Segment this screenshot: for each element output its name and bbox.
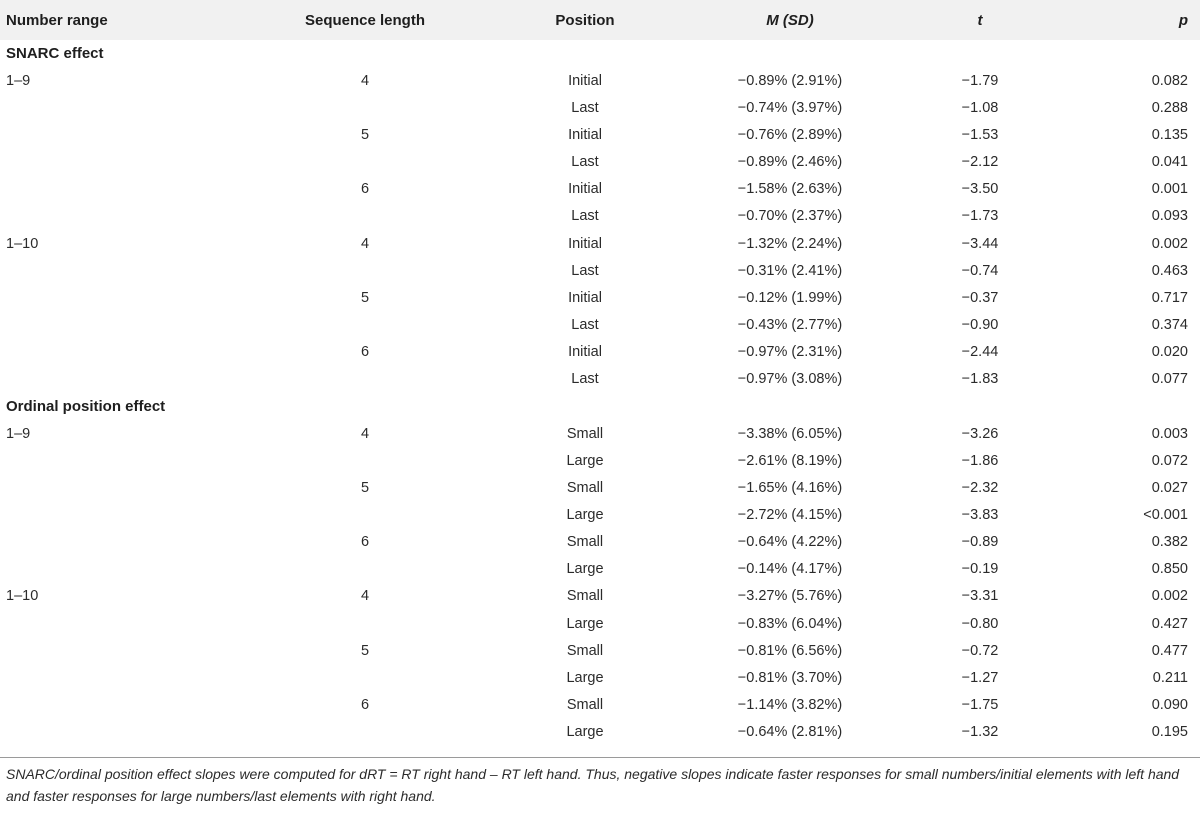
section-header-row xyxy=(0,393,1200,420)
cell-t: −1.75 xyxy=(961,696,999,713)
cell-number-range: 1–9 xyxy=(6,72,31,89)
table-row xyxy=(0,67,1200,94)
cell-t: −1.83 xyxy=(961,371,999,388)
cell-position: Small xyxy=(566,534,604,551)
cell-t: −1.32 xyxy=(961,724,999,741)
cell-m-sd: −0.81% (6.56%) xyxy=(737,642,843,659)
cell-number-range xyxy=(0,637,250,664)
cell-position: Initial xyxy=(568,72,602,89)
cell-position: Last xyxy=(571,371,599,388)
cell-number-range xyxy=(0,474,250,501)
cell-position: Large xyxy=(566,452,604,469)
cell-position: Initial xyxy=(568,126,602,143)
table-row xyxy=(0,121,1200,148)
cell-position: Small xyxy=(566,588,604,605)
cell-t: −2.44 xyxy=(961,344,999,361)
cell-m-sd: −0.83% (6.04%) xyxy=(737,615,843,632)
table-row xyxy=(0,610,1200,637)
cell-number-range xyxy=(0,284,250,311)
section-title: Ordinal position effect xyxy=(6,397,166,415)
cell-number-range xyxy=(0,94,250,121)
cell-sequence-length: 4 xyxy=(360,588,370,605)
cell-p: 0.077 xyxy=(1151,371,1188,388)
cell-number-range xyxy=(0,366,250,393)
cell-number-range xyxy=(0,176,250,203)
cell-p: 0.463 xyxy=(1151,262,1188,279)
table-body xyxy=(0,40,1200,746)
cell-sequence-length xyxy=(250,94,480,121)
cell-number-range xyxy=(0,121,250,148)
cell-number-range xyxy=(0,501,250,528)
cell-m-sd: −0.89% (2.91%) xyxy=(737,72,843,89)
cell-t: −0.19 xyxy=(961,561,999,578)
cell-position: Last xyxy=(571,208,599,225)
table-row xyxy=(0,691,1200,718)
cell-position: Large xyxy=(566,506,604,523)
cell-t: −0.89 xyxy=(961,534,999,551)
cell-m-sd: −1.32% (2.24%) xyxy=(737,235,843,252)
cell-t: −1.27 xyxy=(961,669,999,686)
cell-position: Large xyxy=(566,724,604,741)
cell-sequence-length xyxy=(250,556,480,583)
cell-p: 0.072 xyxy=(1151,452,1188,469)
table-row xyxy=(0,501,1200,528)
cell-p: 0.041 xyxy=(1151,154,1188,171)
header-row xyxy=(0,0,1200,40)
cell-m-sd: −1.65% (4.16%) xyxy=(737,479,843,496)
table-row xyxy=(0,176,1200,203)
cell-p: 0.374 xyxy=(1151,316,1188,333)
cell-t: −1.79 xyxy=(961,72,999,89)
cell-sequence-length: 5 xyxy=(360,289,370,306)
cell-sequence-length xyxy=(250,366,480,393)
cell-sequence-length xyxy=(250,149,480,176)
cell-m-sd: −0.12% (1.99%) xyxy=(737,289,843,306)
cell-p: 0.093 xyxy=(1151,208,1188,225)
table-row xyxy=(0,149,1200,176)
cell-sequence-length xyxy=(250,610,480,637)
cell-m-sd: −0.64% (2.81%) xyxy=(737,724,843,741)
cell-t: −0.72 xyxy=(961,642,999,659)
cell-number-range xyxy=(0,691,250,718)
cell-number-range: 1–10 xyxy=(6,235,39,252)
cell-sequence-length xyxy=(250,257,480,284)
cell-m-sd: −0.14% (4.17%) xyxy=(737,561,843,578)
cell-position: Last xyxy=(571,99,599,116)
cell-number-range xyxy=(0,311,250,338)
cell-p: 0.195 xyxy=(1151,724,1188,741)
cell-position: Last xyxy=(571,262,599,279)
header-t: t xyxy=(977,11,983,29)
cell-sequence-length: 6 xyxy=(360,344,370,361)
cell-t: −0.80 xyxy=(961,615,999,632)
cell-p: 0.027 xyxy=(1151,479,1188,496)
cell-position: Initial xyxy=(568,181,602,198)
cell-m-sd: −1.58% (2.63%) xyxy=(737,181,843,198)
cell-m-sd: −0.76% (2.89%) xyxy=(737,126,843,143)
cell-number-range xyxy=(0,719,250,746)
cell-m-sd: −0.31% (2.41%) xyxy=(737,262,843,279)
table-row xyxy=(0,474,1200,501)
cell-t: −3.31 xyxy=(961,588,999,605)
table-row xyxy=(0,339,1200,366)
cell-p: 0.082 xyxy=(1151,72,1188,89)
cell-p: 0.850 xyxy=(1151,561,1188,578)
cell-sequence-length: 4 xyxy=(360,72,370,89)
header-m-sd: M (SD) xyxy=(766,11,814,29)
header-number-range: Number range xyxy=(6,11,108,29)
table-row xyxy=(0,203,1200,230)
cell-position: Initial xyxy=(568,235,602,252)
cell-p: 0.090 xyxy=(1151,696,1188,713)
table-row xyxy=(0,637,1200,664)
table-row xyxy=(0,556,1200,583)
cell-sequence-length xyxy=(250,664,480,691)
cell-t: −3.26 xyxy=(961,425,999,442)
cell-number-range xyxy=(0,610,250,637)
cell-p: <0.001 xyxy=(1143,506,1188,523)
table-row xyxy=(0,230,1200,257)
cell-m-sd: −2.61% (8.19%) xyxy=(737,452,843,469)
cell-m-sd: −0.64% (4.22%) xyxy=(737,534,843,551)
cell-m-sd: −0.97% (3.08%) xyxy=(737,371,843,388)
cell-p: 0.717 xyxy=(1151,289,1188,306)
header-sequence-length: Sequence length xyxy=(304,11,426,29)
cell-position: Small xyxy=(566,696,604,713)
cell-sequence-length: 5 xyxy=(360,479,370,496)
table-row xyxy=(0,420,1200,447)
cell-position: Large xyxy=(566,615,604,632)
cell-t: −0.90 xyxy=(961,316,999,333)
cell-sequence-length: 4 xyxy=(360,425,370,442)
cell-number-range xyxy=(0,447,250,474)
cell-t: −2.32 xyxy=(961,479,999,496)
table-row xyxy=(0,257,1200,284)
cell-p: 0.211 xyxy=(1152,669,1188,686)
cell-p: 0.288 xyxy=(1151,99,1188,116)
cell-sequence-length: 4 xyxy=(360,235,370,252)
cell-position: Initial xyxy=(568,344,602,361)
cell-number-range: 1–10 xyxy=(6,588,39,605)
cell-position: Small xyxy=(566,425,604,442)
table-row xyxy=(0,311,1200,338)
table-footnote: SNARC/ordinal position effect slopes were computed for dRT = RT right hand – RT left hand. Thus, negative slopes indicate faster responses for small numbers/initial elements with left hand and faster responses for large numbers/last elements with right hand. xyxy=(6,766,1180,804)
table-row xyxy=(0,583,1200,610)
cell-sequence-length: 6 xyxy=(360,534,370,551)
cell-position: Last xyxy=(571,316,599,333)
cell-position: Small xyxy=(566,642,604,659)
section-title: SNARC effect xyxy=(6,45,104,63)
cell-number-range xyxy=(0,257,250,284)
table-row xyxy=(0,529,1200,556)
cell-p: 0.382 xyxy=(1151,534,1188,551)
cell-position: Last xyxy=(571,154,599,171)
cell-p: 0.003 xyxy=(1151,425,1188,442)
cell-m-sd: −0.43% (2.77%) xyxy=(737,316,843,333)
cell-t: −3.83 xyxy=(961,506,999,523)
cell-m-sd: −3.27% (5.76%) xyxy=(737,588,843,605)
cell-number-range xyxy=(0,149,250,176)
table-row xyxy=(0,719,1200,746)
cell-m-sd: −2.72% (4.15%) xyxy=(737,506,843,523)
cell-sequence-length xyxy=(250,447,480,474)
cell-sequence-length: 5 xyxy=(360,126,370,143)
cell-m-sd: −0.81% (3.70%) xyxy=(737,669,843,686)
cell-sequence-length xyxy=(250,203,480,230)
cell-p: 0.427 xyxy=(1151,615,1188,632)
cell-sequence-length: 5 xyxy=(360,642,370,659)
header-position: Position xyxy=(555,11,615,29)
table-row xyxy=(0,94,1200,121)
cell-m-sd: −3.38% (6.05%) xyxy=(737,425,843,442)
cell-p: 0.001 xyxy=(1151,181,1188,198)
cell-number-range xyxy=(0,529,250,556)
cell-m-sd: −0.89% (2.46%) xyxy=(737,154,843,171)
cell-t: −3.50 xyxy=(961,181,999,198)
cell-p: 0.135 xyxy=(1151,126,1188,143)
cell-m-sd: −0.97% (2.31%) xyxy=(737,344,843,361)
cell-number-range xyxy=(0,203,250,230)
cell-number-range: 1–9 xyxy=(6,425,31,442)
section-header-row xyxy=(0,40,1200,67)
cell-number-range xyxy=(0,339,250,366)
bottom-rule xyxy=(0,757,1200,758)
cell-t: −1.86 xyxy=(961,452,999,469)
cell-t: −1.73 xyxy=(961,208,999,225)
cell-t: −0.74 xyxy=(961,262,999,279)
header-p: p xyxy=(1178,11,1188,29)
cell-number-range xyxy=(0,556,250,583)
cell-p: 0.002 xyxy=(1151,588,1188,605)
cell-number-range xyxy=(0,664,250,691)
cell-m-sd: −0.70% (2.37%) xyxy=(737,208,843,225)
cell-p: 0.002 xyxy=(1151,235,1188,252)
table-row xyxy=(0,366,1200,393)
cell-t: −2.12 xyxy=(961,154,999,171)
cell-sequence-length xyxy=(250,311,480,338)
cell-t: −3.44 xyxy=(961,235,999,252)
table-row xyxy=(0,447,1200,474)
cell-position: Initial xyxy=(568,289,602,306)
cell-sequence-length: 6 xyxy=(360,696,370,713)
cell-p: 0.477 xyxy=(1151,642,1188,659)
table-row xyxy=(0,664,1200,691)
cell-position: Large xyxy=(566,669,604,686)
table-row xyxy=(0,284,1200,311)
cell-m-sd: −0.74% (3.97%) xyxy=(737,99,843,116)
cell-t: −1.53 xyxy=(961,126,999,143)
cell-t: −0.37 xyxy=(961,289,999,306)
cell-m-sd: −1.14% (3.82%) xyxy=(737,696,843,713)
cell-sequence-length xyxy=(250,719,480,746)
cell-p: 0.020 xyxy=(1151,344,1188,361)
cell-sequence-length: 6 xyxy=(360,181,370,198)
cell-position: Large xyxy=(566,561,604,578)
cell-sequence-length xyxy=(250,501,480,528)
cell-position: Small xyxy=(566,479,604,496)
cell-t: −1.08 xyxy=(961,99,999,116)
